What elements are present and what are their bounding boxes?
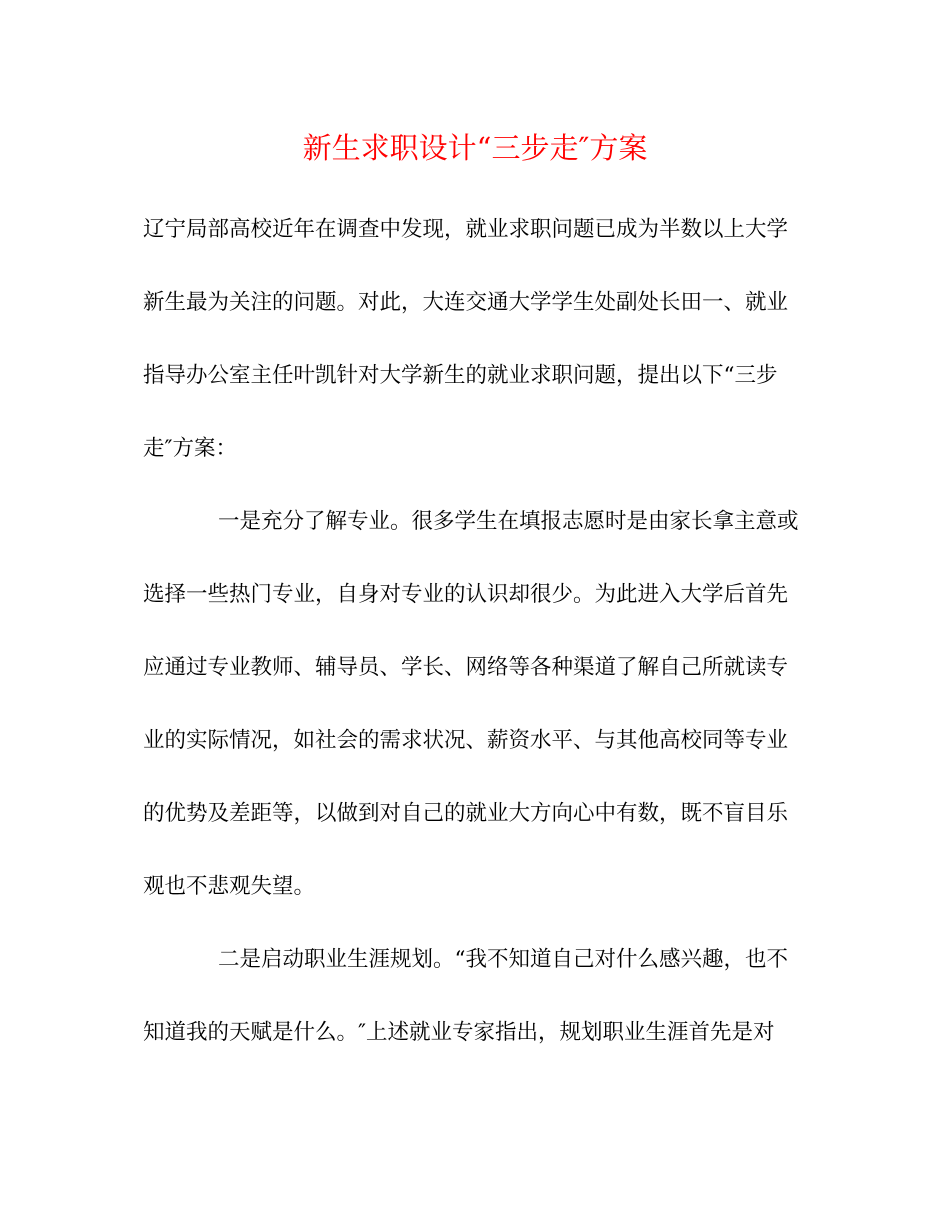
paragraph-line: 选择一些热门专业，自身对专业的认识却很少。为此进入大学后首先 — [143, 582, 789, 607]
paragraph-line: 一是充分了解专业。很多学生在填报志愿时是由家长拿主意或 — [218, 509, 799, 534]
paragraph-line: 指导办公室主任叶凯针对大学新生的就业求职问题，提出以下“三步 — [143, 363, 778, 388]
paragraph-line: 业的实际情况，如社会的需求状况、薪资水平、与其他高校同等专业 — [143, 728, 789, 753]
paragraph-line: 走″方案： — [143, 436, 238, 461]
paragraph-line: 应通过专业教师、辅导员、学长、网络等各种渠道了解自己所就读专 — [143, 655, 789, 680]
paragraph-line: 知道我的天赋是什么。″上述就业专家指出，规划职业生涯首先是对 — [143, 1020, 775, 1045]
document-title: 新生求职设计“三步走″方案 — [302, 131, 648, 165]
paragraph-line: 二是启动职业生涯规划。“我不知道自己对什么感兴趣，也不 — [218, 947, 788, 972]
paragraph-line: 的优势及差距等，以做到对自己的就业大方向心中有数，既不盲目乐 — [143, 801, 789, 826]
paragraph-line: 辽宁局部高校近年在调查中发现，就业求职问题已成为半数以上大学 — [143, 217, 789, 242]
paragraph-line: 新生最为关注的问题。对此，大连交通大学学生处副处长田一、就业 — [143, 290, 789, 315]
paragraph-line: 观也不悲观失望。 — [143, 874, 316, 899]
